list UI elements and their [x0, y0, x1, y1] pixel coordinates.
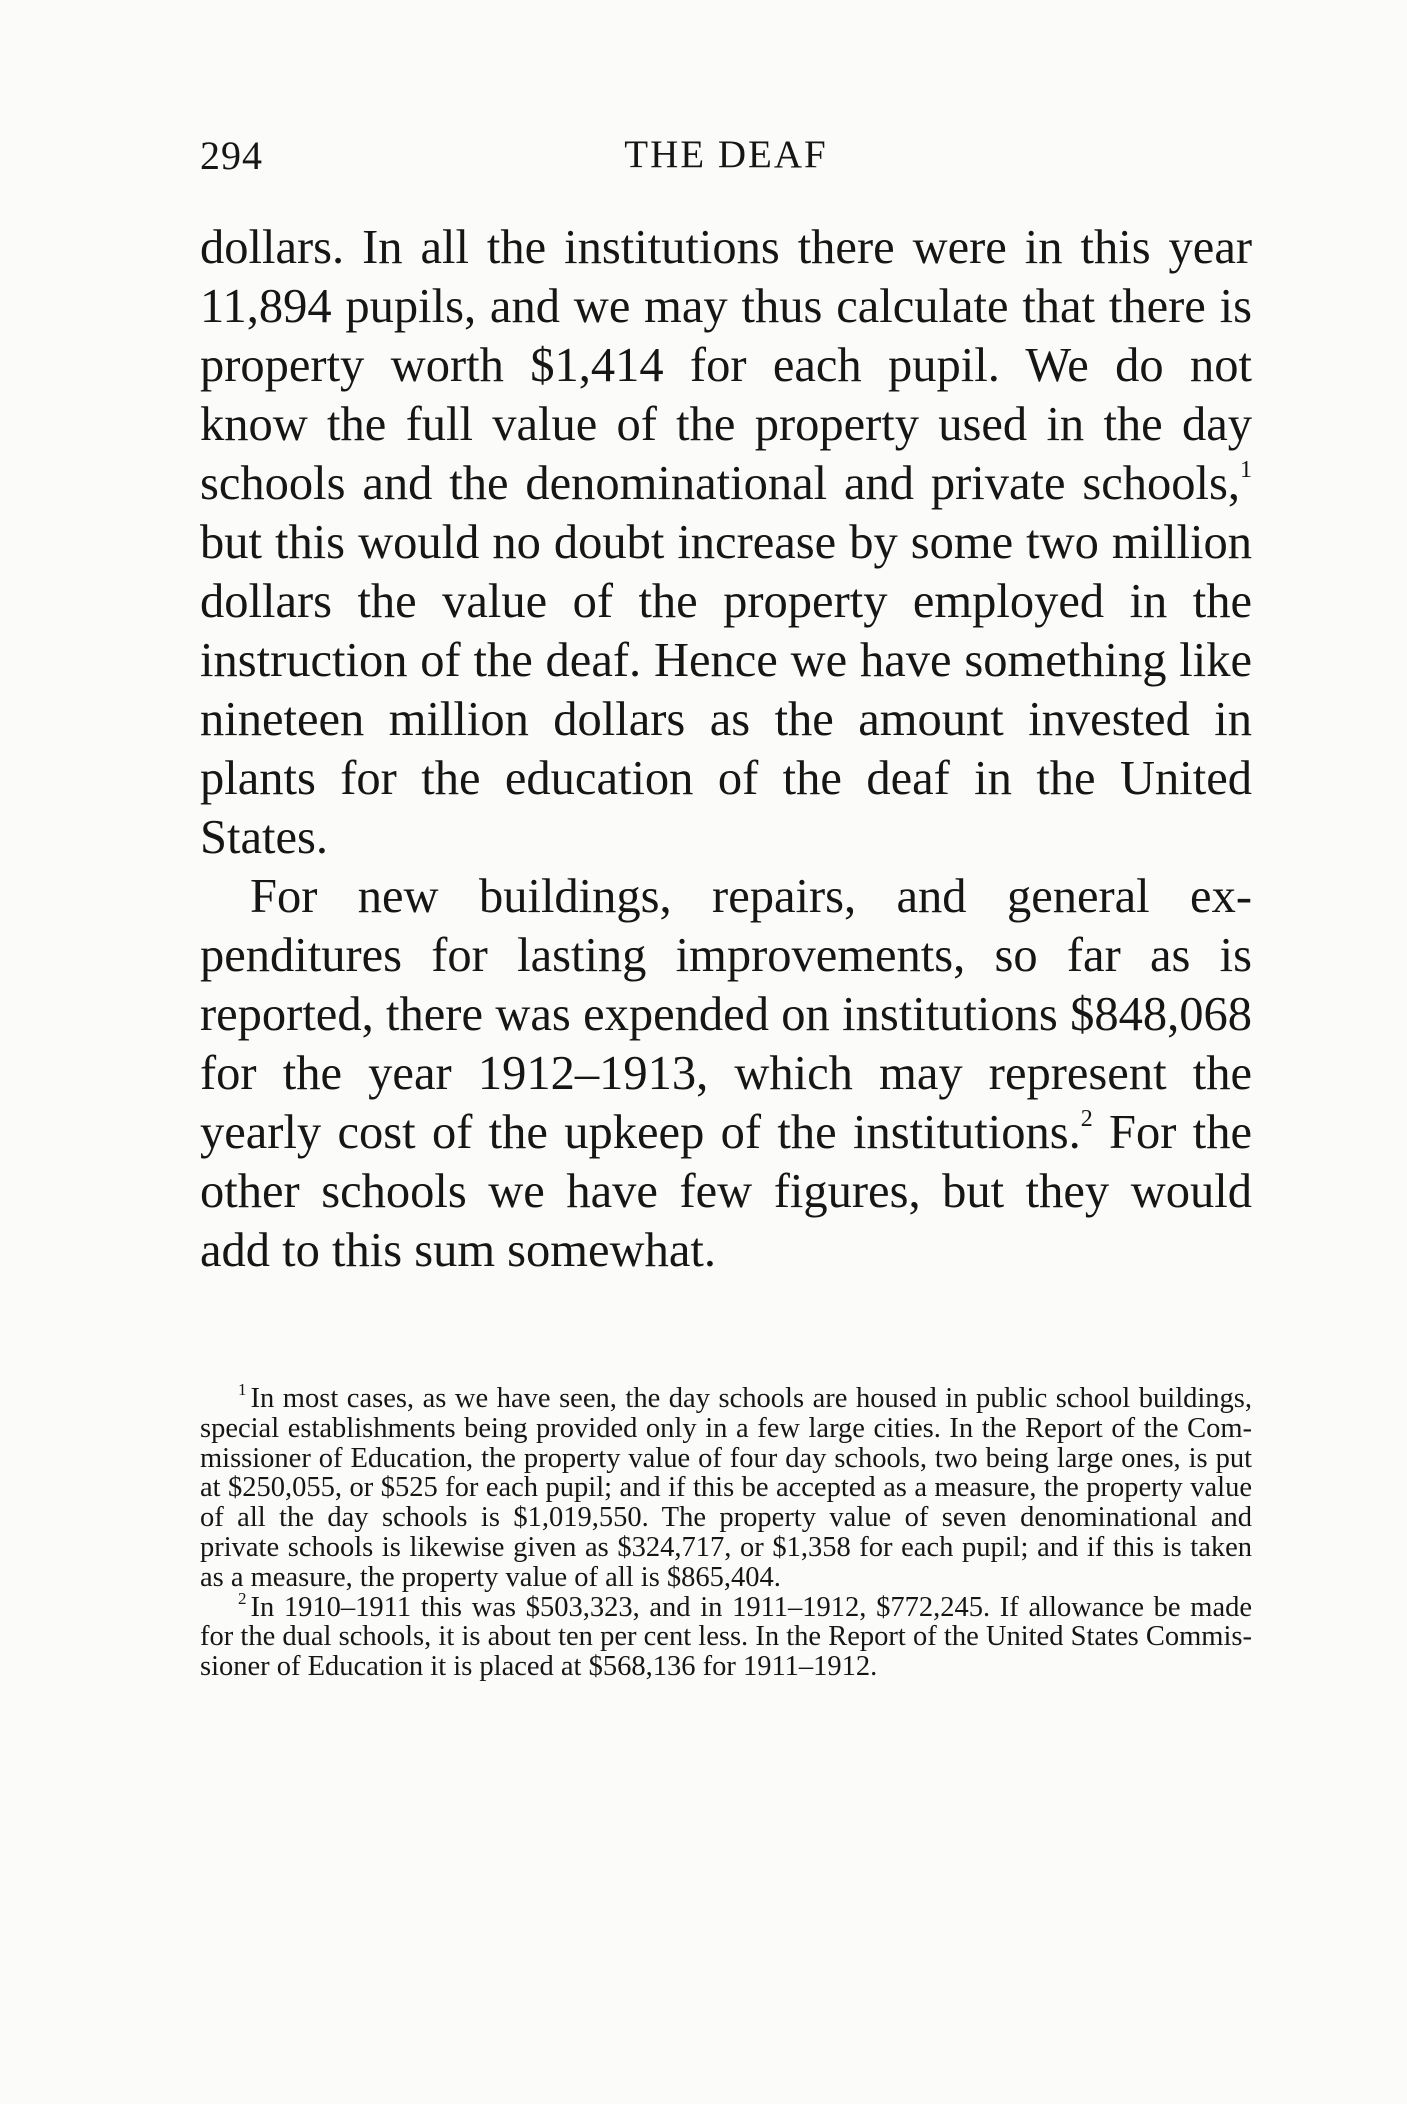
running-title: THE DEAF [624, 133, 828, 176]
running-head [200, 132, 1252, 192]
footnote [200, 1588, 1252, 1683]
paragraph-text: For new buildings, repairs, and general expenditures for lasting improvements, so far as is reported, there was expended on institutions $848,068 for the year 1912–1913, which may represent the yearly cost of the upkeep of the institutions. [200, 870, 1252, 1159]
footnotes [200, 1380, 1252, 1683]
paragraph-text: For the other schools we have few figures, but they would add to this sum somewhat. [200, 1106, 1252, 1277]
body-text [200, 218, 1252, 1280]
paragraph [200, 218, 1252, 867]
footnote-text: In most cases, as we have seen, the day schools are housed in public school buildings, special establishments being provided only in a few large cities. In the Report of the Commissioner of Education, the property value of four day schools, two being large ones, is put at $250,055, or $525 for each pupil; and if this be accepted as a measure, the property value of all the day schools is $1,019,550. The property value of seven denominational and private schools is likewise given as $324,717, or $1,358 for each pupil; and if this is taken as a measure, the property value of all is $865,404. [200, 1383, 1252, 1593]
footnote-reference: 1 [1240, 457, 1252, 483]
paragraph-text: but this would no doubt increase by some two million dollars the value of the property employed in the instruction of the deaf. Hence we have something like nineteen million dollars as the amount invested in plants for the education of the deaf in the United States. [200, 516, 1252, 864]
page-number: 294 [200, 133, 263, 178]
paragraph [200, 867, 1252, 1280]
footnote-marker: 1 [238, 1380, 247, 1399]
footnote-marker: 2 [238, 1588, 247, 1608]
footnote-reference: 2 [1080, 1106, 1093, 1132]
paragraph-text: dollars. In all the institutions there were in this year 11,894 pupils, and we may thus calculate that there is property worth $1,414 for each pupil. We do not know the full value of the property used in the day schools and the denominational and private schools, [200, 221, 1252, 510]
footnote-text: In 1910–1911 this was $503,323, and in 1911–1912, $772,245. If allowance be made for the dual schools, it is about ten per cent less. In the Report of the United States Commissioner of Education it is placed at $568,136 for 1911–1912. [200, 1591, 1252, 1683]
footnote [200, 1380, 1252, 1593]
